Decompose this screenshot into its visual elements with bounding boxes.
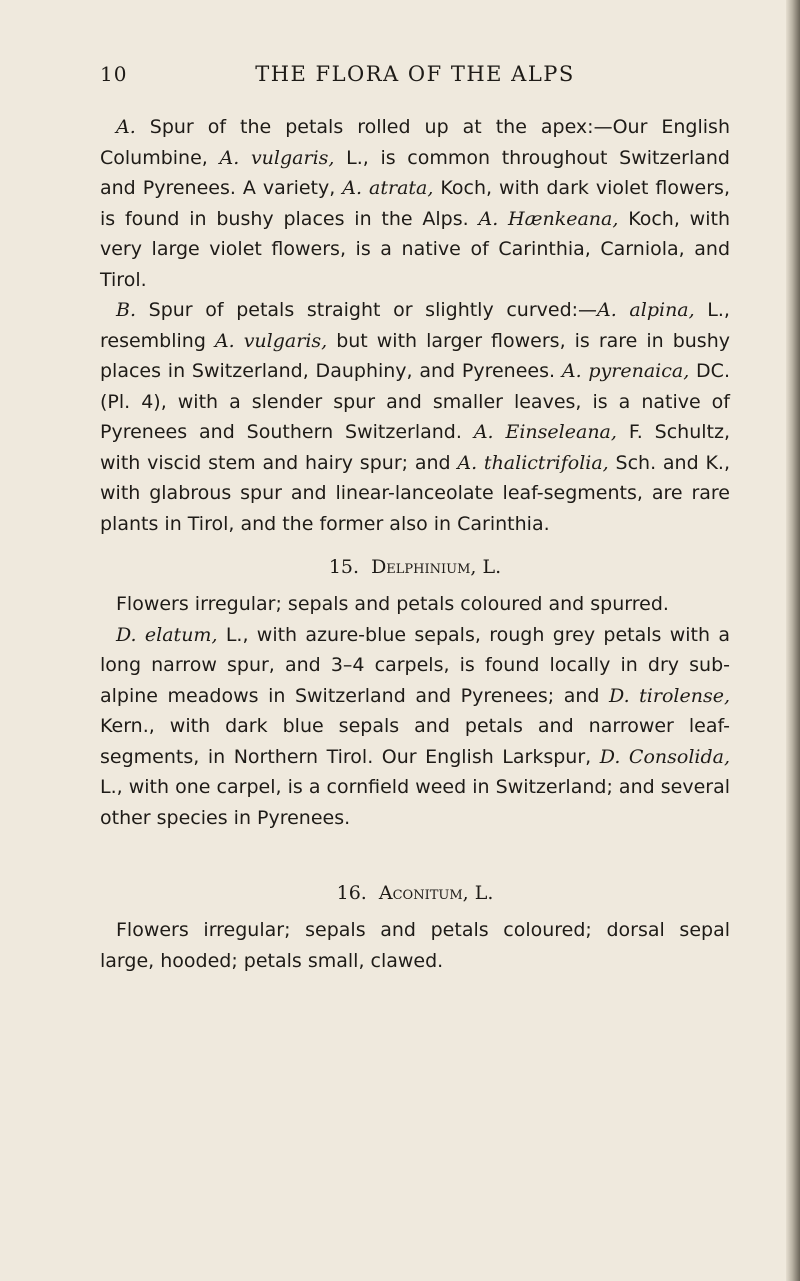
italic-text-run: D. elatum,: [116, 623, 218, 646]
paragraph-delphinium-species: [100, 620, 730, 834]
text-run: Koch, with very large violet flowers, is a native of Carinthia, Carniola, and Tirol.: [100, 207, 730, 291]
paragraph-aquilegia-a: [100, 112, 730, 295]
section-genus-name: Delphinium, L.: [371, 556, 502, 578]
italic-text-run: B.: [116, 299, 137, 321]
text-run: F. Schultz, with viscid stem and hairy spur; and: [100, 421, 730, 474]
italic-text-run: A. vulgaris,: [219, 146, 335, 169]
text-run: L., is common throughout Switzerland and Pyrenees. A variety,: [100, 146, 730, 199]
text-run: DC. (Pl. 4), with a slender spur and smaller leaves, is a native of Pyrenees and Southern Switzerland.: [100, 360, 730, 443]
section-genus-name: Aconitum, L.: [378, 882, 494, 904]
section-heading-aconitum: [100, 879, 730, 907]
italic-text-run: D. tirolense,: [609, 684, 730, 707]
text-run: Spur of the petals rolled up at the apex:—Our English Columbine,: [100, 116, 730, 169]
running-title: THE FLORA OF THE ALPS: [255, 62, 575, 86]
italic-text-run: A. vulgaris,: [214, 329, 328, 352]
paragraph-delphinium-characters: [100, 589, 730, 620]
italic-text-run: A. pyrenaica,: [561, 360, 690, 382]
page-header: [100, 62, 730, 92]
text-run: Spur of petals straight or slightly curved:—: [136, 299, 598, 321]
italic-text-run: A. Einseleana,: [473, 421, 617, 443]
text-run: L., with azure-blue sepals, rough grey petals with a long narrow spur, and 3–4 carpels, is found locally in dry sub-alpine meadows in Switzerland and Pyrenees; and: [100, 623, 730, 707]
section-heading-delphinium: [100, 553, 730, 581]
paragraph-aquilegia-b: [100, 295, 730, 539]
italic-text-run: A. thalictrifolia,: [457, 451, 609, 474]
text-run: Flowers irregular; sepals and petals coloured; dorsal sepal large, hooded; petals small, clawed.: [100, 919, 730, 972]
text-run: Koch, with dark violet flowers, is found in bushy places in the Alps.: [100, 177, 730, 230]
text-run: Sch. and K., with glabrous spur and linear-lanceolate leaf-segments, are rare plants in Tirol, and the former also in Carinthia.: [100, 451, 730, 535]
text-run: but with larger flowers, is rare in bushy places in Switzerland, Dauphiny, and Pyrenees.: [100, 329, 730, 382]
page-body: [100, 112, 730, 976]
text-run: L., resembling: [100, 299, 730, 352]
paragraph-aconitum-characters: [100, 915, 730, 976]
page-edge-shadow: [786, 0, 800, 1281]
text-run: Kern., with dark blue sepals and petals and narrower leaf-segments, in Northern Tirol. Our English Larkspur,: [100, 715, 730, 768]
italic-text-run: D. Consolida,: [599, 745, 730, 768]
text-run: L., with one carpel, is a cornfield weed in Switzerland; and several other species in Pyrenees.: [100, 776, 730, 829]
section-number: 15.: [328, 556, 360, 578]
italic-text-run: A. atrata,: [342, 177, 434, 199]
italic-text-run: A.: [116, 116, 136, 138]
page-number: 10: [100, 62, 128, 86]
text-run: Flowers irregular; sepals and petals coloured and spurred.: [116, 593, 669, 615]
italic-text-run: A. alpina,: [597, 299, 695, 321]
italic-text-run: A. Hænkeana,: [478, 207, 619, 230]
section-number: 16.: [336, 882, 367, 904]
spacer: [100, 833, 730, 865]
